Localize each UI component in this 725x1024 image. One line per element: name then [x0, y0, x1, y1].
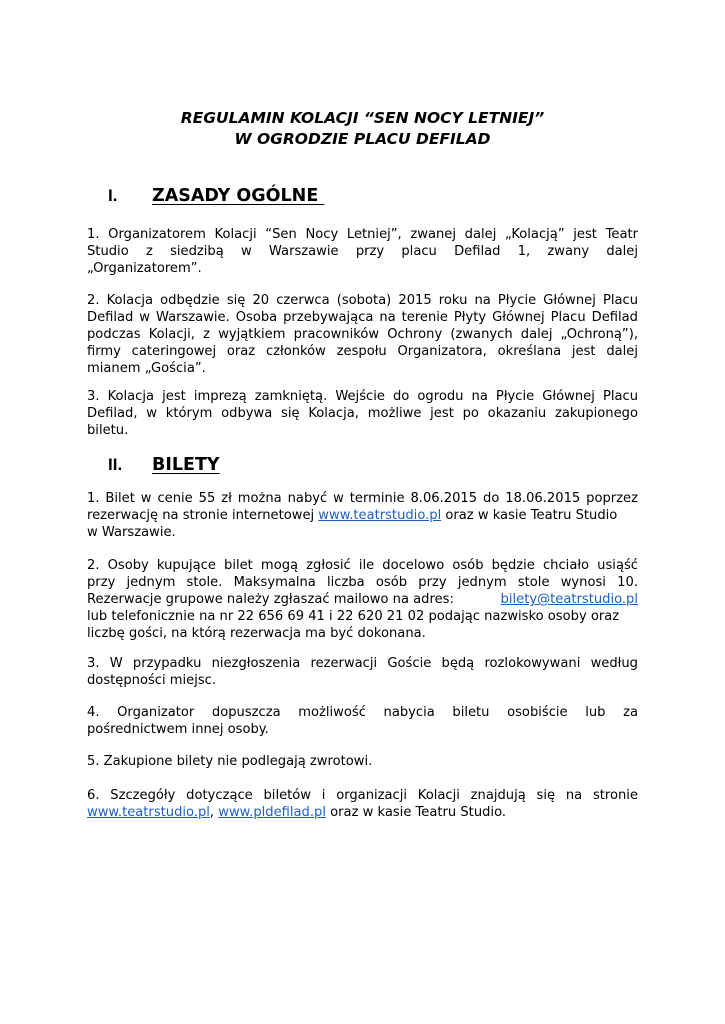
paragraph-2-6: [87, 787, 638, 821]
paragraph-line: 2. Kolacja odbędzie się 20 czerwca (sobota) 2015 roku na Płycie Głównej Placu: [87, 293, 638, 308]
paragraph-line: 2. Osoby kupujące bilet mogą zgłosić ile docelowo osób będzie chciało usiąść: [87, 558, 638, 573]
section-title: BILETY: [152, 455, 220, 475]
paragraph-line: [87, 591, 638, 608]
teatrstudio-link[interactable]: www.teatrstudio.pl: [87, 805, 210, 820]
paragraph-line: 1. Organizatorem Kolacji “Sen Nocy Letniej”, zwanej dalej „Kolacją” jest Teatr: [87, 227, 638, 242]
paragraph-line: Studio z siedzibą w Warszawie przy placu Defilad 1, zwany dalej: [87, 244, 638, 259]
paragraph-line: w Warszawie.: [87, 525, 176, 540]
text-fragment: ,: [209, 805, 219, 820]
bilety-email-link[interactable]: bilety@teatrstudio.pl: [500, 592, 638, 607]
text-fragment: oraz w kasie Teatru Studio: [441, 508, 618, 523]
text-fragment: rezerwację na stronie internetowej: [87, 508, 319, 523]
paragraph-1-1: [87, 226, 638, 277]
paragraph-1-3: [87, 388, 638, 439]
paragraph-2-1: [87, 490, 638, 541]
paragraph-line: Defilad w Warszawie. Osoba przebywająca na terenie Płyty Głównej Placu Defilad: [87, 310, 638, 325]
paragraph-line: 4. Organizator dopuszcza możliwość nabycia biletu osobiście lub za: [87, 705, 638, 720]
paragraph-line: mianem „Gościa”.: [87, 361, 206, 376]
paragraph-line: 5. Zakupione bilety nie podlegają zwrotowi.: [87, 754, 373, 769]
paragraph-line: 6. Szczegóły dotyczące biletów i organizacji Kolacji znajdują się na stronie: [87, 788, 638, 803]
paragraph-line: 3. W przypadku niezgłoszenia rezerwacji Goście będą rozlokowywani według: [87, 656, 638, 671]
teatrstudio-link[interactable]: www.teatrstudio.pl: [318, 508, 442, 523]
paragraph-line: lub telefonicznie na nr 22 656 69 41 i 22 620 21 02 podając nazwisko osoby oraz: [87, 609, 620, 624]
section-number: II.: [108, 455, 123, 474]
paragraph-line: biletu.: [87, 423, 129, 438]
paragraph-2-3: [87, 655, 638, 689]
paragraph-line: przy jednym stole. Maksymalna liczba osób przy jednym stole wynosi 10.: [87, 575, 638, 590]
paragraph-line: Defilad, w którym odbywa się Kolacja, możliwe jest po okazaniu zakupionego: [87, 406, 638, 421]
paragraph-2-4: [87, 704, 638, 738]
paragraph-line: dostępności miejsc.: [87, 673, 217, 688]
paragraph-line: [87, 507, 638, 524]
paragraph-line: 1. Bilet w cenie 55 zł można nabyć w terminie 8.06.2015 do 18.06.2015 poprzez: [87, 491, 638, 506]
pldefilad-link[interactable]: www.pldefilad.pl: [218, 805, 326, 820]
paragraph-1-2: [87, 292, 638, 377]
text-fragment: Rezerwacje grupowe należy zgłaszać mailowo na adres:: [87, 592, 463, 607]
paragraph-line: „Organizatorem”.: [87, 261, 202, 276]
paragraph-line: podczas Kolacji, z wyjątkiem pracowników Ochrony (zwanych dalej „Ochroną”),: [87, 327, 638, 342]
text-fragment: oraz w kasie Teatru Studio.: [326, 805, 507, 820]
document-title-line-1: REGULAMIN KOLACJI “SEN NOCY LETNIEJ”: [180, 109, 545, 127]
section-number: I.: [108, 186, 118, 205]
paragraph-line: [87, 804, 638, 821]
paragraph-2-5: [87, 753, 638, 770]
paragraph-line: firmy cateringowej oraz członków zespołu Organizatora, określana jest dalej: [87, 344, 638, 359]
paragraph-2-2: [87, 557, 638, 642]
document-title-line-2: W OGRODZIE PLACU DEFILAD: [234, 130, 491, 148]
section-title: ZASADY OGÓLNE: [152, 186, 325, 206]
paragraph-line: pośrednictwem innej osoby.: [87, 722, 269, 737]
paragraph-line: liczbę gości, na którą rezerwacja ma być dokonana.: [87, 626, 426, 641]
paragraph-line: 3. Kolacja jest imprezą zamkniętą. Wejście do ogrodu na Płycie Głównej Placu: [87, 389, 638, 404]
